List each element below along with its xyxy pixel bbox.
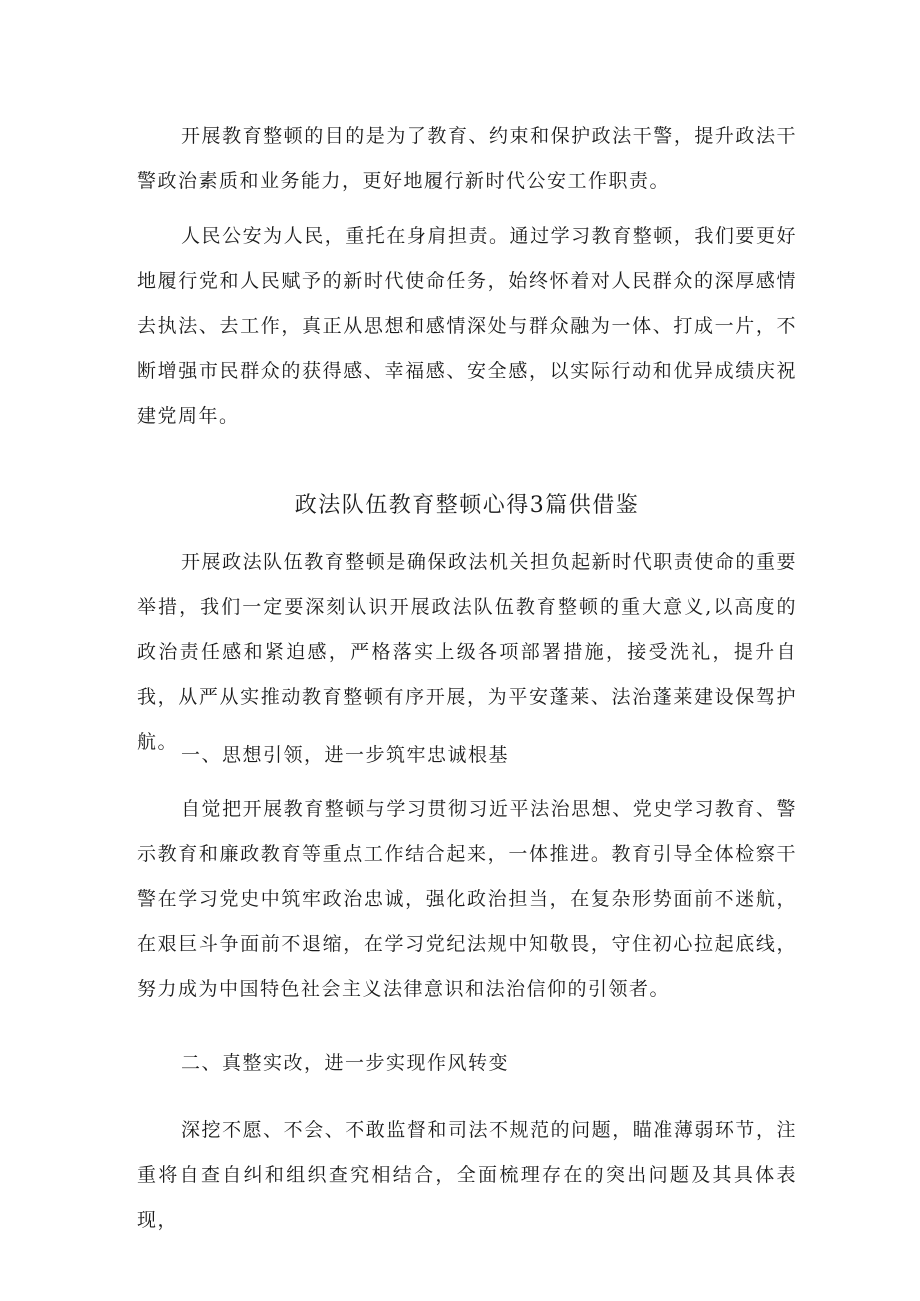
paragraph-intro: 开展政法队伍教育整顿是确保政法机关担负起新时代职责使命的重要举措，我们一定要深刻认识开展政法队伍教育整顿的重大意义,以高度的政治责任感和紧迫感，严格落实上级各项部署措施，接受洗礼，提升自我，从严从实推动教育整顿有序开展，为平安蓬莱、法治蓬莱建设保驾护航。 xyxy=(137,551,797,753)
section-heading-2: 二、真整实改，进一步实现作风转变 xyxy=(181,1052,510,1074)
section-body-2: 深挖不愿、不会、不敢监督和司法不规范的问题，瞄准薄弱环节，注重将自查自纠和组织查究相结合，全面梳理存在的突出问题及其具体表现， xyxy=(137,1119,797,1231)
document-title: 政法队伍教育整顿心得3篇供借鉴 xyxy=(294,493,640,518)
section-heading-1: 一、思想引领，进一步筑牢忠诚根基 xyxy=(181,744,510,766)
section-body-1: 自觉把开展教育整顿与学习贯彻习近平法治思想、党史学习教育、警示教育和廉政教育等重点工作结合起来，一体推进。教育引导全体检察干警在学习党史中筑牢政治忠诚，强化政治担当，在复杂形势面前不迷航，在艰巨斗争面前不退缩，在学习党纪法规中知敬畏，守住初心拉起底线，努力成为中国特色社会主义法律意识和法治信仰的引领者。 xyxy=(137,798,797,1000)
paragraph-police-for-people: 人民公安为人民，重托在身肩担责。通过学习教育整顿，我们要更好地履行党和人民赋予的新时代使命任务，始终怀着对人民群众的深厚感情去执法、去工作，真正从思想和感情深处与群众融为一体、打成一片，不断增强市民群众的获得感、幸福感、安全感，以实际行动和优异成绩庆祝建党周年。 xyxy=(137,225,797,427)
paragraph-purpose: 开展教育整顿的目的是为了教育、约束和保护政法干警，提升政法干警政治素质和业务能力，更好地履行新时代公安工作职责。 xyxy=(137,125,797,192)
